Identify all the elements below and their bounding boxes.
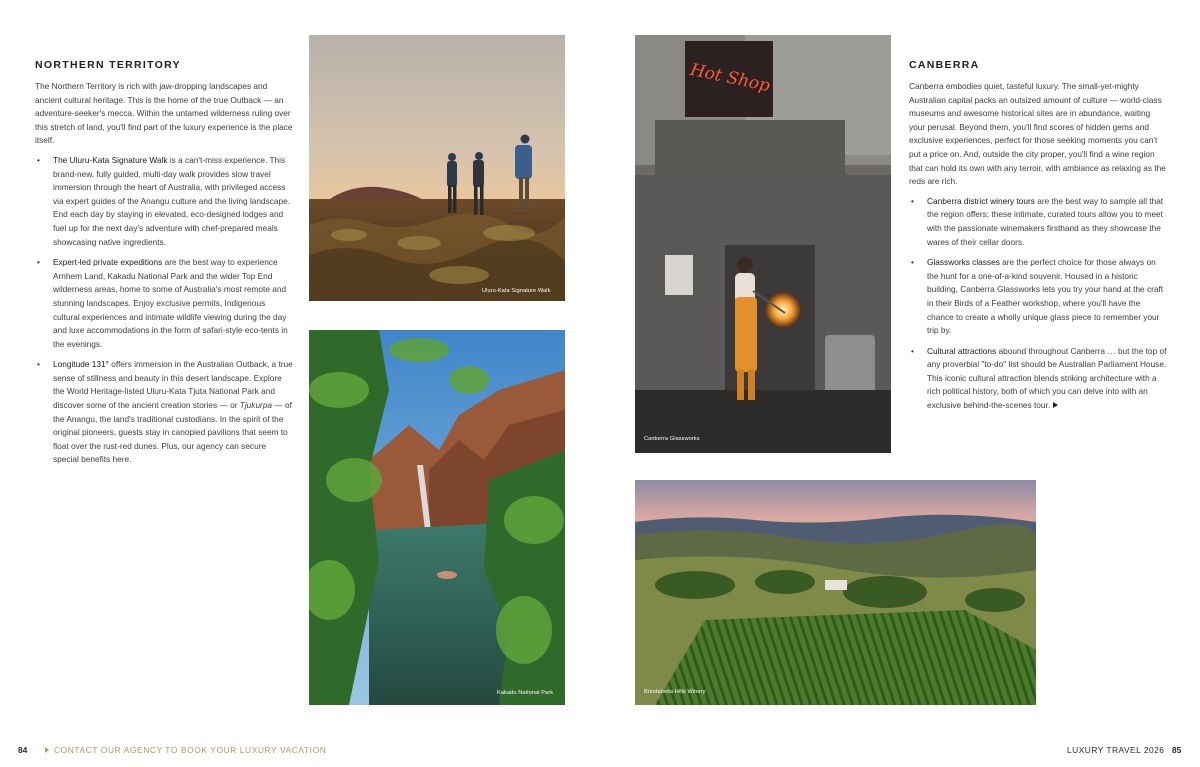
contact-agency-label: CONTACT OUR AGENCY TO BOOK YOUR LUXURY VACATION <box>54 745 327 755</box>
bullet-italic: Tjukurpa <box>239 400 273 411</box>
northern-territory-intro: The Northern Territory is rich with jaw-dropping landscapes and ancient cultural heritage. This is the home of the true Outback — an adventure-seeker's mecca. Within the untamed wilderness ruling over this stretch of land, you'll find part of the luxury experience is the place itself. <box>35 81 293 146</box>
bullet-lead: Expert-led private expeditions <box>53 257 163 268</box>
continue-arrow-icon <box>1053 402 1058 408</box>
bullet-text: is a can't-miss experience. This brand-new, fully guided, multi-day walk provides slow travel immersion through the heart of Australia, with privileged access via expert guides of the Anangu culture and the living landscape. End each day by staying in elevated, eco-designed lodges and fuel up for the next day's adventure with chef-prepared meals showcasing native ingredients. <box>53 154 291 247</box>
list-item <box>35 256 293 351</box>
bullet-text: are the perfect choice for those always on the hunt for a one-of-a-kind souvenir. Housed in a historic building, Canberra Glassworks lets you try your hand at the craft in their Birds of a Feather workshop, where you'll have the chance to create a wholly unique glass piece to remember your trip by. <box>927 257 1164 336</box>
kakadu-photo-caption: Kakadu National Park <box>497 690 554 696</box>
list-item <box>35 358 293 467</box>
canberra-heading: CANBERRA <box>909 59 980 71</box>
glassworks-photo <box>635 35 891 453</box>
list-item <box>909 345 1167 413</box>
bullet-lead: The Uluru-Kata Signature Walk <box>53 154 168 165</box>
bullet-lead: Canberra district winery tours <box>927 195 1035 206</box>
list-item <box>909 256 1167 338</box>
northern-territory-bullets <box>35 154 293 467</box>
caret-right-icon <box>45 747 49 753</box>
hot-shop-sign: Hot Shop <box>688 59 772 97</box>
canberra-bullets <box>909 195 1167 413</box>
kakadu-photo <box>309 330 565 705</box>
left-page-number: 84 <box>18 745 28 755</box>
publication-title: LUXURY TRAVEL 2026 <box>1067 745 1165 755</box>
bullet-text: abound throughout Canberra … but the top of any proverbial "to-do" list should be Australian Parliament House. This iconic cultural attraction blends striking architecture with a rich political history, both of which you can delve into with an exclusive behind-the-scenes tour. <box>927 345 1167 411</box>
bullet-text: — of the Anangu, the land's traditional custodians. In the spirit of the original pioneers, guests stay in canopied pavilions that seem to float over the rust-red dunes. Plus, our agency can secure special benefits here. <box>53 400 292 465</box>
list-item <box>909 195 1167 249</box>
northern-territory-body <box>35 80 293 474</box>
right-page-number: 85 <box>1172 745 1182 755</box>
canberra-intro: Canberra embodies quiet, tasteful luxury. The small-yet-mighty Australian capital packs an outsized amount of culture — world-class museums and awesome historical sites are in abundance, waiting your perusal. Beyond them, you'll find scores of hidden gems and exclusive experiences, perfect for those seeking moments you can't put a price on. And, outside the city proper, you'll find a wine region that can hold its own with any terroir, with ambiance as relaxing as the reds are rich. <box>909 81 1166 187</box>
bullet-lead: Glassworks classes <box>927 257 1000 268</box>
winery-photo <box>635 480 1036 705</box>
northern-territory-heading: NORTHERN TERRITORY <box>35 59 181 71</box>
uluru-walk-photo <box>309 35 565 301</box>
list-item <box>35 154 293 249</box>
bullet-lead: Longitude 131° <box>53 359 109 370</box>
bullet-lead: Cultural attractions <box>927 345 997 356</box>
winery-photo-caption: Brindabella Hills Winery <box>644 689 706 695</box>
uluru-photo-caption: Uluru-Kata Signature Walk <box>482 288 551 294</box>
bullet-text: offers immersion in the Australian Outback, a true sense of stillness and beauty in this desert landscape. Explore the World Heritage-listed Uluru-Kata Tjuta National Park and discover some of the ancient creation stories — or <box>53 359 293 411</box>
canberra-body <box>909 80 1167 420</box>
bullet-text: are the best way to sample all that the region offers; these intimate, curated tours allow you to meet with the passionate winemakers firsthand as they showcase the wares of their cellar doors. <box>927 195 1164 247</box>
glassworks-photo-caption: Canberra Glassworks <box>644 436 700 442</box>
bullet-text: are the best way to experience Arnhem Land, Kakadu National Park and the wider Top End wilderness areas, home to some of Australia's most remote and stunning landscapes. Enjoy exclusive permits, Indigenous cultural experiences and intimate wildlife viewing during the day and luxe accommodations in the form of safari-style eco-tents in the evenings. <box>53 257 288 349</box>
contact-agency-link[interactable] <box>45 745 326 755</box>
